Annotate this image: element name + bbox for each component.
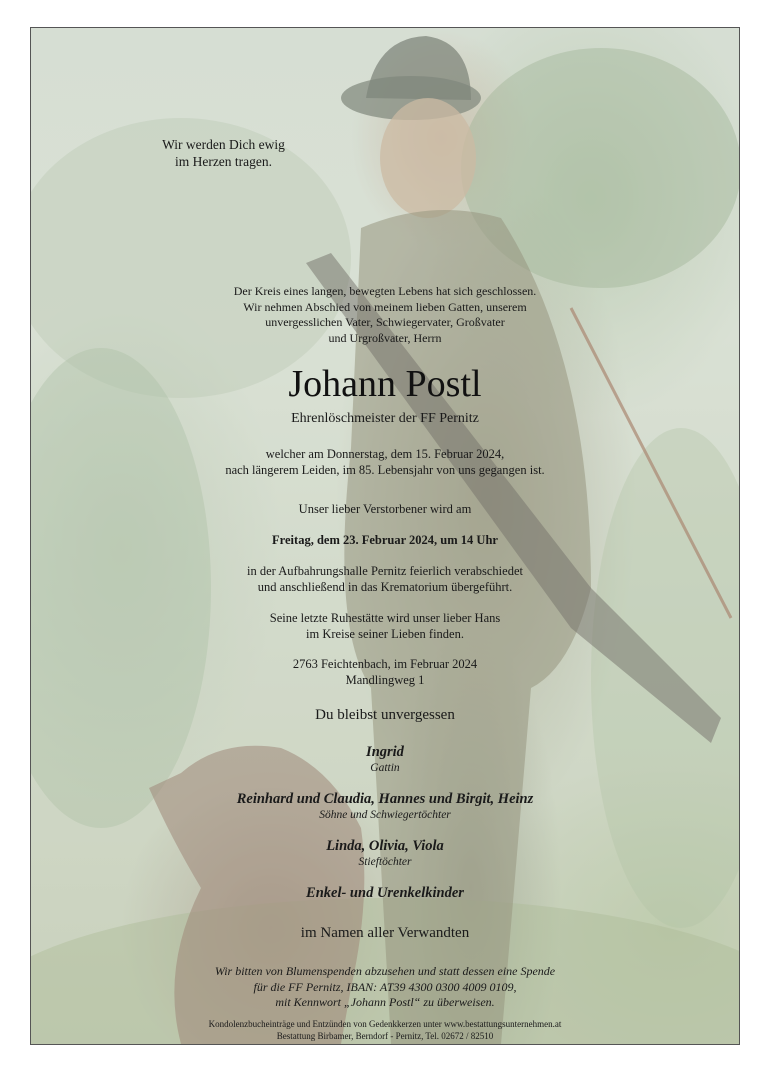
death-line: welcher am Donnerstag, dem 15. Februar 2024, — [265, 447, 505, 461]
deceased-name: Johann Postl — [288, 363, 482, 405]
farewell-line: in der Aufbahrungshalle Pernitz feierlich verabschiedet — [247, 564, 523, 578]
mourner-name: Linda, Olivia, Viola — [326, 838, 444, 854]
footer-line: Kondolenzbucheinträge und Entzünden von Gedenkkerzen unter www.bestattungsunternehmen.at — [208, 1019, 562, 1029]
mourner-group — [31, 838, 739, 869]
ceremony-intro: Unser lieber Verstorbener wird am — [298, 502, 472, 516]
mourner-group — [31, 791, 739, 822]
mourner-relation: Gattin — [370, 762, 400, 774]
donation-line: Wir bitten von Blumenspenden abzusehen und statt dessen eine Spende — [214, 964, 556, 978]
intro-text — [31, 284, 739, 346]
mourner-group — [31, 885, 739, 902]
farewell-text — [31, 563, 739, 595]
resting-place-text — [31, 610, 739, 642]
footer-line: Bestattung Birbamer, Berndorf - Pernitz, Tel. 02672 / 82510 — [276, 1030, 494, 1041]
death-notice — [31, 446, 739, 478]
intro-line: und Urgroßvater, Herrn — [328, 330, 442, 345]
intro-line: Wir nehmen Abschied von meinem lieben Gatten, unserem — [243, 299, 527, 314]
address-line: Mandlingweg 1 — [345, 673, 425, 687]
donation-line: mit Kennwort „Johann Postl“ zu überweisen. — [275, 995, 495, 1009]
death-line: nach längerem Leiden, im 85. Lebensjahr von uns gegangen ist. — [225, 463, 545, 477]
mourner-relation: Stieftöchter — [358, 856, 412, 868]
intro-line: unvergesslichen Vater, Schwiegervater, Großvater — [265, 315, 505, 329]
resting-line: im Kreise seiner Lieben finden. — [306, 627, 464, 641]
unforgettable-line: Du bleibst unvergessen — [315, 707, 455, 723]
quote-line: im Herzen tragen. — [174, 154, 273, 169]
donation-note — [31, 964, 739, 1011]
obituary-sheet — [30, 27, 740, 1045]
mourner-name: Enkel- und Urenkelkinder — [306, 885, 464, 901]
deceased-title: Ehrenlöschmeister der FF Pernitz — [291, 411, 479, 426]
all-relatives-line: im Namen aller Verwandten — [300, 925, 470, 941]
farewell-line: und anschließend in das Krematorium übergeführt. — [257, 580, 513, 594]
place-line: 2763 Feichtenbach, im Februar 2024 — [292, 657, 478, 671]
mourner-name: Reinhard und Claudia, Hannes und Birgit, Heinz — [236, 791, 534, 807]
ceremony-date: Freitag, dem 23. Februar 2024, um 14 Uhr — [272, 533, 498, 547]
quote-line: Wir werden Dich ewig — [162, 137, 285, 152]
mourner-relation: Söhne und Schwiegertöchter — [319, 809, 451, 821]
donation-line: für die FF Pernitz, IBAN: AT39 4300 0300 4009 0109, — [253, 979, 517, 994]
intro-line: Der Kreis eines langen, bewegten Lebens hat sich geschlossen. — [233, 284, 537, 298]
funeral-home-footer — [31, 1019, 739, 1042]
mourner-name: Ingrid — [366, 744, 404, 760]
resting-line: Seine letzte Ruhestätte wird unser lieber Hans — [269, 611, 501, 625]
place-date — [31, 656, 739, 688]
memorial-quote — [126, 136, 321, 170]
mourner-group — [31, 744, 739, 775]
